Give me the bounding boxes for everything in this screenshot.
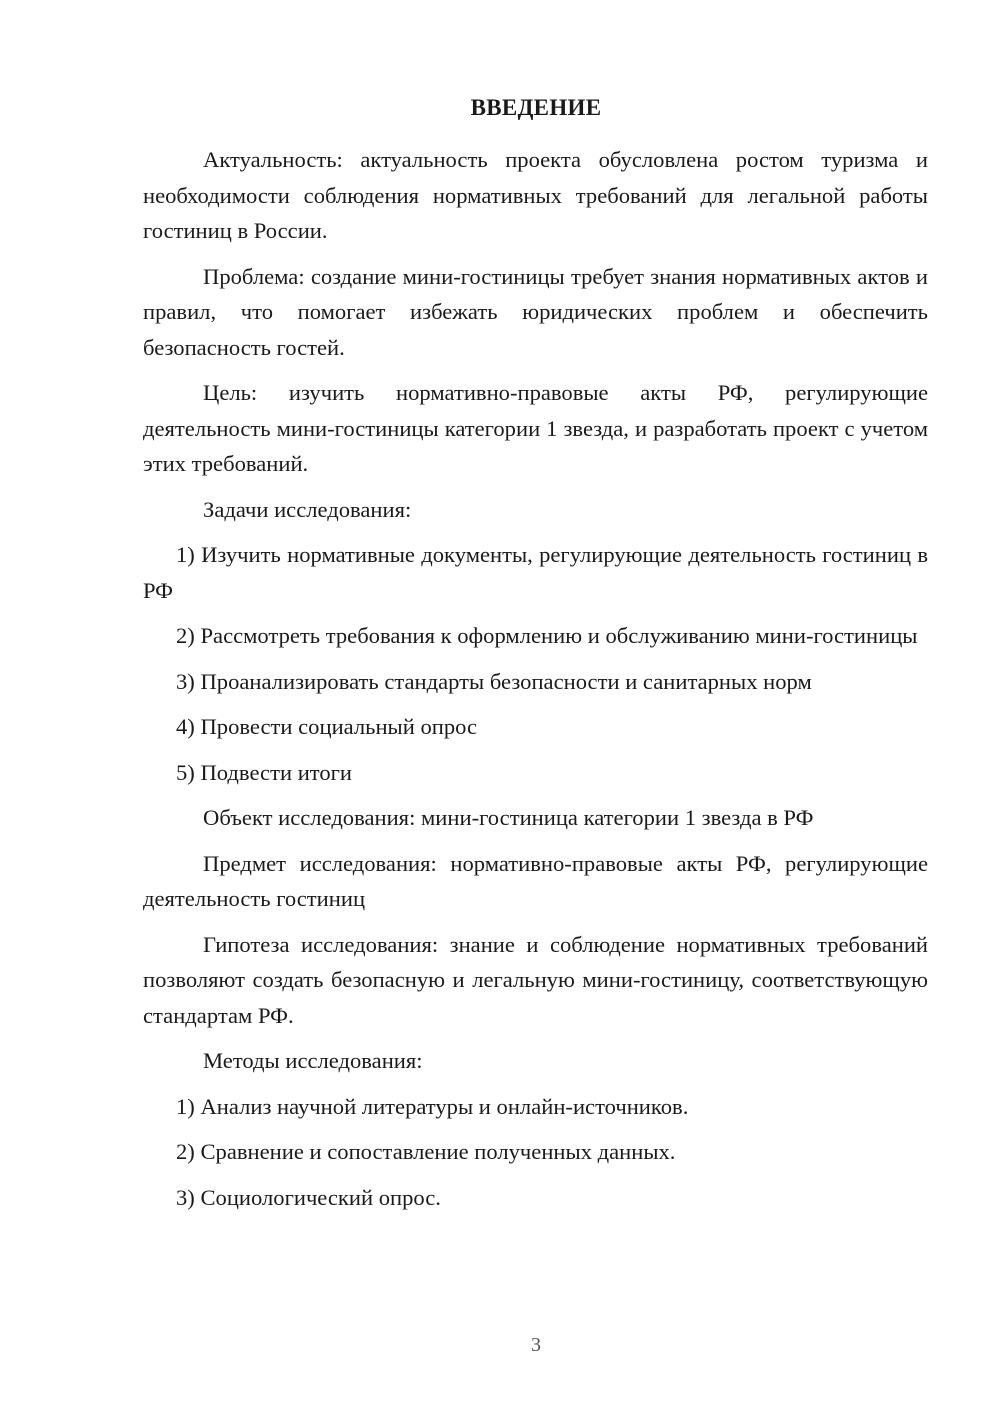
method-item-1: 1) Анализ научной литературы и онлайн-источников. — [176, 1093, 689, 1119]
page-number: 3 — [531, 1334, 541, 1356]
paragraph-methods-heading: Методы исследования: — [203, 1048, 423, 1073]
paragraph-hypothesis: Гипотеза исследования: знание и соблюдение нормативных требований позволяют создать безопасную и легальную мини-гостиницу, соответствующую стандартам РФ. — [143, 931, 928, 1028]
paragraph-goal: Цель: изучить нормативно-правовые акты РФ, регулирующие деятельность мини-гостиницы категории 1 звезда, и разработать проект с учетом этих требований. — [143, 380, 928, 476]
page-title: ВВЕДЕНИЕ — [470, 95, 602, 120]
task-item-4: 4) Провести социальный опрос — [176, 714, 478, 739]
task-item-5: 5) Подвести итоги — [176, 759, 353, 785]
paragraph-tasks-heading: Задачи исследования: — [203, 496, 412, 522]
method-item-3: 3) Социологический опрос. — [176, 1184, 441, 1210]
task-item-3: 3) Проанализировать стандарты безопасности и санитарных норм — [176, 668, 812, 694]
task-item-2: 2) Рассмотреть требования к оформлению и обслуживанию мини-гостиницы — [176, 623, 918, 648]
paragraph-problem: Проблема: создание мини-гостиницы требует знания нормативных актов и правил, что помогает избежать юридических проблем и обеспечить безопасность гостей. — [143, 263, 928, 360]
paragraph-subject: Предмет исследования: нормативно-правовые акты РФ, регулирующие деятельность гостиниц — [143, 850, 928, 911]
document-body — [143, 142, 928, 1225]
task-item-1: 1) Изучить нормативные документы, регулирующие деятельность гостиниц в РФ — [143, 542, 928, 603]
paragraph-object: Объект исследования: мини-гостиница категории 1 звезда в РФ — [203, 805, 814, 830]
method-item-2: 2) Сравнение и сопоставление полученных данных. — [176, 1139, 676, 1164]
paragraph-relevance: Актуальность: актуальность проекта обусловлена ростом туризма и необходимости соблюдения нормативных требований для легальной работы гостиниц в России. — [143, 147, 928, 243]
